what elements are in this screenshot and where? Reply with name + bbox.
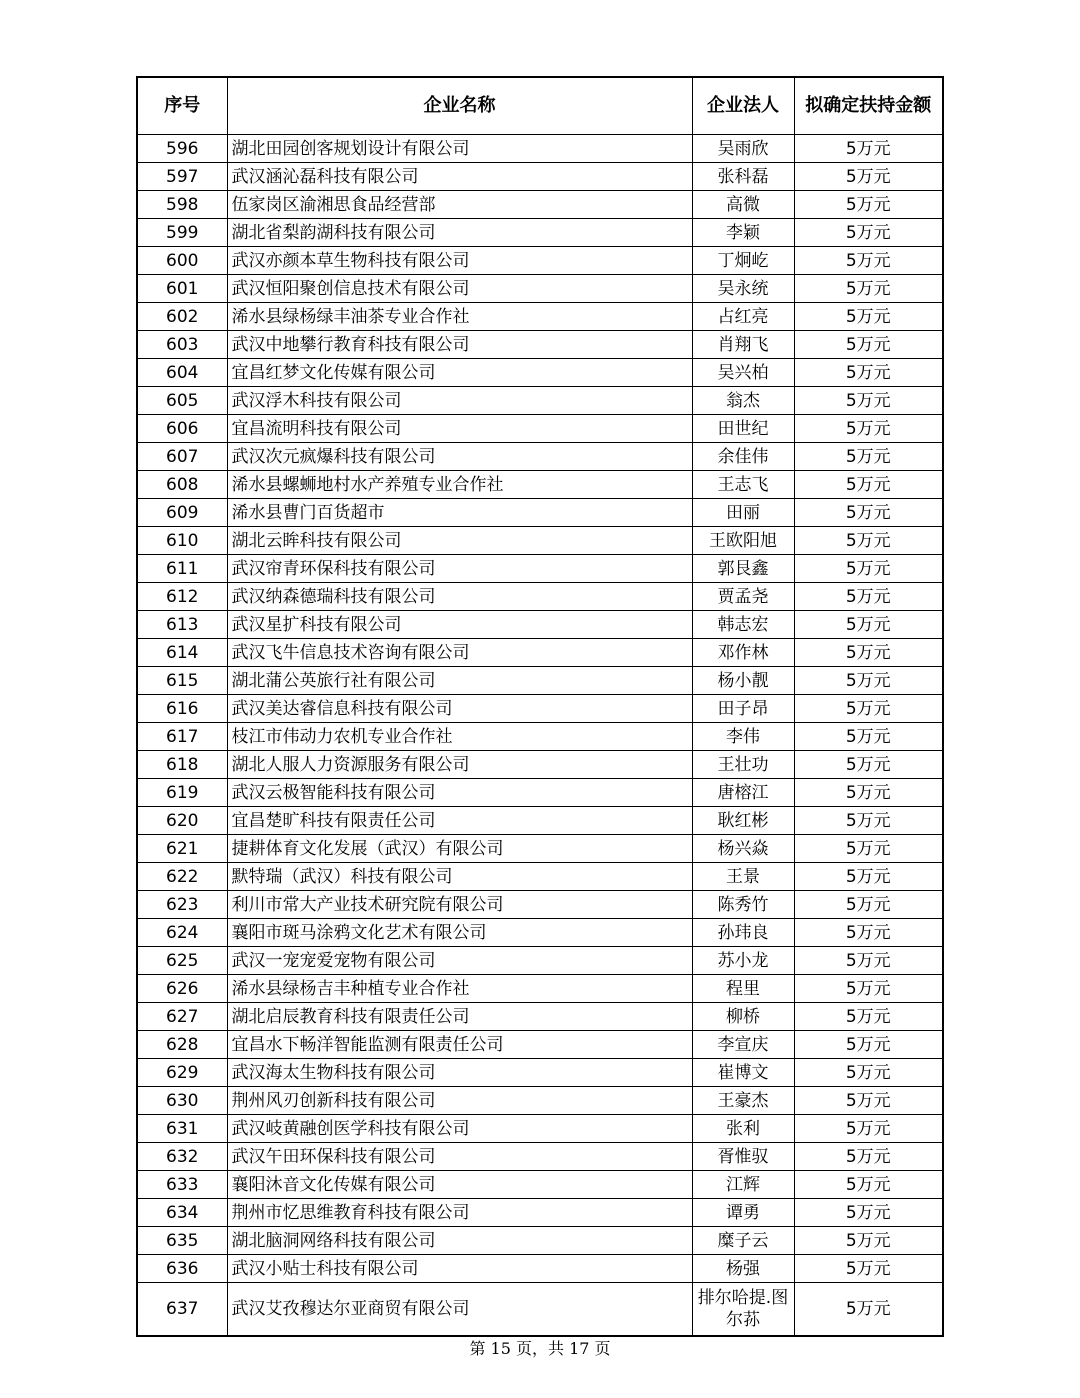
serial-cell: 619 (137, 779, 227, 807)
legal-person-cell: 占红亮 (692, 303, 794, 331)
legal-person-cell: 吴永统 (692, 275, 794, 303)
support-amount-cell: 5万元 (794, 1255, 943, 1283)
company-name-cell: 武汉帘青环保科技有限公司 (227, 555, 692, 583)
serial-cell: 611 (137, 555, 227, 583)
serial-cell: 609 (137, 499, 227, 527)
support-amount-cell: 5万元 (794, 247, 943, 275)
legal-person-cell: 王豪杰 (692, 1087, 794, 1115)
table-row (137, 1059, 943, 1087)
serial-cell: 613 (137, 611, 227, 639)
company-name-cell: 武汉涵沁磊科技有限公司 (227, 163, 692, 191)
legal-person-cell: 王志飞 (692, 471, 794, 499)
header-serial: 序号 (137, 77, 227, 135)
table-row (137, 219, 943, 247)
company-name-cell: 湖北脑洞网络科技有限公司 (227, 1227, 692, 1255)
header-company-name: 企业名称 (227, 77, 692, 135)
support-amount-cell: 5万元 (794, 1031, 943, 1059)
legal-person-cell: 程里 (692, 975, 794, 1003)
company-name-cell: 武汉亦颜本草生物科技有限公司 (227, 247, 692, 275)
legal-person-cell: 高微 (692, 191, 794, 219)
legal-person-cell: 李宣庆 (692, 1031, 794, 1059)
support-amount-cell: 5万元 (794, 1143, 943, 1171)
serial-cell: 637 (137, 1283, 227, 1337)
company-name-cell: 湖北人服人力资源服务有限公司 (227, 751, 692, 779)
company-name-cell: 武汉小贴士科技有限公司 (227, 1255, 692, 1283)
company-name-cell: 湖北启辰教育科技有限责任公司 (227, 1003, 692, 1031)
table-row (137, 1003, 943, 1031)
company-name-cell: 武汉中地攀行教育科技有限公司 (227, 331, 692, 359)
table-row (137, 1115, 943, 1143)
support-amount-cell: 5万元 (794, 1283, 943, 1337)
table-row (137, 779, 943, 807)
support-amount-cell: 5万元 (794, 499, 943, 527)
serial-cell: 597 (137, 163, 227, 191)
support-amount-cell: 5万元 (794, 1115, 943, 1143)
serial-cell: 603 (137, 331, 227, 359)
serial-cell: 610 (137, 527, 227, 555)
table-row (137, 1283, 943, 1337)
legal-person-cell: 耿红彬 (692, 807, 794, 835)
table-row (137, 499, 943, 527)
table-row (137, 975, 943, 1003)
company-name-cell: 默特瑞（武汉）科技有限公司 (227, 863, 692, 891)
legal-person-cell: 柳桥 (692, 1003, 794, 1031)
table-row (137, 135, 943, 163)
legal-person-cell: 李颖 (692, 219, 794, 247)
company-name-cell: 浠水县曹门百货超市 (227, 499, 692, 527)
company-name-cell: 武汉午田环保科技有限公司 (227, 1143, 692, 1171)
serial-cell: 598 (137, 191, 227, 219)
legal-person-cell: 唐榕江 (692, 779, 794, 807)
legal-person-cell: 糜子云 (692, 1227, 794, 1255)
company-name-cell: 武汉纳森德瑞科技有限公司 (227, 583, 692, 611)
table-row (137, 639, 943, 667)
support-amount-cell: 5万元 (794, 835, 943, 863)
support-list-table (136, 76, 944, 1337)
legal-person-cell: 郭艮鑫 (692, 555, 794, 583)
legal-person-cell: 余佳伟 (692, 443, 794, 471)
table-row (137, 667, 943, 695)
legal-person-cell: 邓作林 (692, 639, 794, 667)
serial-cell: 627 (137, 1003, 227, 1031)
support-amount-cell: 5万元 (794, 191, 943, 219)
legal-person-cell: 吴雨欣 (692, 135, 794, 163)
support-amount-cell: 5万元 (794, 135, 943, 163)
header-legal-person: 企业法人 (692, 77, 794, 135)
support-amount-cell: 5万元 (794, 219, 943, 247)
serial-cell: 632 (137, 1143, 227, 1171)
company-name-cell: 湖北蒲公英旅行社有限公司 (227, 667, 692, 695)
support-amount-cell: 5万元 (794, 387, 943, 415)
page-footer: 第 15 页，共 17 页 (469, 1339, 611, 1358)
company-name-cell: 武汉星扩科技有限公司 (227, 611, 692, 639)
company-name-cell: 武汉艾孜穆达尔亚商贸有限公司 (227, 1283, 692, 1337)
table-row (137, 1171, 943, 1199)
table-row (137, 275, 943, 303)
company-name-cell: 武汉岐黄融创医学科技有限公司 (227, 1115, 692, 1143)
company-name-cell: 浠水县螺蛳地村水产养殖专业合作社 (227, 471, 692, 499)
table-row (137, 1227, 943, 1255)
table-row (137, 695, 943, 723)
serial-cell: 617 (137, 723, 227, 751)
support-amount-cell: 5万元 (794, 611, 943, 639)
serial-cell: 631 (137, 1115, 227, 1143)
table-row (137, 891, 943, 919)
table-row (137, 303, 943, 331)
header-support-amount: 拟确定扶持金额 (794, 77, 943, 135)
serial-cell: 623 (137, 891, 227, 919)
company-name-cell: 枝江市伟动力农机专业合作社 (227, 723, 692, 751)
support-amount-cell: 5万元 (794, 331, 943, 359)
support-amount-cell: 5万元 (794, 527, 943, 555)
legal-person-cell: 张科磊 (692, 163, 794, 191)
company-name-cell: 荆州市忆思维教育科技有限公司 (227, 1199, 692, 1227)
serial-cell: 624 (137, 919, 227, 947)
table-row (137, 1087, 943, 1115)
table-row (137, 723, 943, 751)
table-row (137, 387, 943, 415)
support-amount-cell: 5万元 (794, 1171, 943, 1199)
table-row (137, 863, 943, 891)
company-name-cell: 湖北云眸科技有限公司 (227, 527, 692, 555)
legal-person-cell: 杨强 (692, 1255, 794, 1283)
table-row (137, 1143, 943, 1171)
serial-cell: 607 (137, 443, 227, 471)
company-name-cell: 武汉海太生物科技有限公司 (227, 1059, 692, 1087)
table-row (137, 611, 943, 639)
serial-cell: 605 (137, 387, 227, 415)
company-name-cell: 伍家岗区渝湘思食品经营部 (227, 191, 692, 219)
support-amount-cell: 5万元 (794, 303, 943, 331)
legal-person-cell: 王壮功 (692, 751, 794, 779)
serial-cell: 630 (137, 1087, 227, 1115)
legal-person-cell: 胥惟驭 (692, 1143, 794, 1171)
table-row (137, 555, 943, 583)
table-row (137, 527, 943, 555)
serial-cell: 633 (137, 1171, 227, 1199)
legal-person-cell: 贾孟尧 (692, 583, 794, 611)
support-amount-cell: 5万元 (794, 1087, 943, 1115)
serial-cell: 601 (137, 275, 227, 303)
table-row (137, 751, 943, 779)
company-name-cell: 浠水县绿杨吉丰种植专业合作社 (227, 975, 692, 1003)
support-amount-cell: 5万元 (794, 807, 943, 835)
serial-cell: 602 (137, 303, 227, 331)
support-amount-cell: 5万元 (794, 1227, 943, 1255)
legal-person-cell: 杨兴焱 (692, 835, 794, 863)
legal-person-cell: 翁杰 (692, 387, 794, 415)
company-name-cell: 宜昌楚旷科技有限责任公司 (227, 807, 692, 835)
company-name-cell: 武汉云极智能科技有限公司 (227, 779, 692, 807)
serial-cell: 608 (137, 471, 227, 499)
legal-person-cell: 田世纪 (692, 415, 794, 443)
support-amount-cell: 5万元 (794, 359, 943, 387)
support-amount-cell: 5万元 (794, 919, 943, 947)
serial-cell: 629 (137, 1059, 227, 1087)
table-row (137, 1255, 943, 1283)
legal-person-cell: 陈秀竹 (692, 891, 794, 919)
support-amount-cell: 5万元 (794, 947, 943, 975)
table-row (137, 359, 943, 387)
serial-cell: 622 (137, 863, 227, 891)
company-name-cell: 武汉恒阳聚创信息技术有限公司 (227, 275, 692, 303)
legal-person-cell: 田子昂 (692, 695, 794, 723)
serial-cell: 620 (137, 807, 227, 835)
company-name-cell: 荆州风刃创新科技有限公司 (227, 1087, 692, 1115)
support-amount-cell: 5万元 (794, 443, 943, 471)
legal-person-cell: 田丽 (692, 499, 794, 527)
support-amount-cell: 5万元 (794, 639, 943, 667)
table-row (137, 807, 943, 835)
support-amount-cell: 5万元 (794, 555, 943, 583)
table-row (137, 1199, 943, 1227)
company-name-cell: 宜昌水下畅洋智能监测有限责任公司 (227, 1031, 692, 1059)
table-row (137, 331, 943, 359)
support-amount-cell: 5万元 (794, 891, 943, 919)
support-amount-cell: 5万元 (794, 863, 943, 891)
legal-person-cell: 李伟 (692, 723, 794, 751)
support-amount-cell: 5万元 (794, 583, 943, 611)
company-name-cell: 浠水县绿杨绿丰油茶专业合作社 (227, 303, 692, 331)
company-name-cell: 襄阳市斑马涂鸦文化艺术有限公司 (227, 919, 692, 947)
serial-cell: 606 (137, 415, 227, 443)
support-amount-cell: 5万元 (794, 723, 943, 751)
legal-person-cell: 排尔哈提.图尔荪 (692, 1283, 794, 1337)
serial-cell: 618 (137, 751, 227, 779)
legal-person-cell: 吴兴柏 (692, 359, 794, 387)
support-amount-cell: 5万元 (794, 975, 943, 1003)
company-name-cell: 宜昌红梦文化传媒有限公司 (227, 359, 692, 387)
serial-cell: 600 (137, 247, 227, 275)
support-amount-cell: 5万元 (794, 667, 943, 695)
serial-cell: 604 (137, 359, 227, 387)
serial-cell: 615 (137, 667, 227, 695)
company-name-cell: 捷耕体育文化发展（武汉）有限公司 (227, 835, 692, 863)
support-amount-cell: 5万元 (794, 275, 943, 303)
company-name-cell: 湖北田园创客规划设计有限公司 (227, 135, 692, 163)
serial-cell: 612 (137, 583, 227, 611)
serial-cell: 636 (137, 1255, 227, 1283)
company-name-cell: 宜昌流明科技有限公司 (227, 415, 692, 443)
legal-person-cell: 杨小靓 (692, 667, 794, 695)
serial-cell: 635 (137, 1227, 227, 1255)
table-row (137, 443, 943, 471)
table-row (137, 919, 943, 947)
serial-cell: 599 (137, 219, 227, 247)
legal-person-cell: 崔博文 (692, 1059, 794, 1087)
legal-person-cell: 丁炯屹 (692, 247, 794, 275)
support-amount-cell: 5万元 (794, 163, 943, 191)
support-amount-cell: 5万元 (794, 415, 943, 443)
company-name-cell: 武汉一宠宠爱宠物有限公司 (227, 947, 692, 975)
table-row (137, 835, 943, 863)
serial-cell: 634 (137, 1199, 227, 1227)
support-amount-cell: 5万元 (794, 1003, 943, 1031)
serial-cell: 626 (137, 975, 227, 1003)
serial-cell: 625 (137, 947, 227, 975)
serial-cell: 628 (137, 1031, 227, 1059)
serial-cell: 614 (137, 639, 227, 667)
support-amount-cell: 5万元 (794, 471, 943, 499)
company-name-cell: 武汉次元疯爆科技有限公司 (227, 443, 692, 471)
table-row (137, 947, 943, 975)
table-row (137, 191, 943, 219)
header-row (137, 77, 943, 135)
company-name-cell: 武汉飞牛信息技术咨询有限公司 (227, 639, 692, 667)
support-amount-cell: 5万元 (794, 779, 943, 807)
legal-person-cell: 王欧阳旭 (692, 527, 794, 555)
legal-person-cell: 张利 (692, 1115, 794, 1143)
company-name-cell: 利川市常大产业技术研究院有限公司 (227, 891, 692, 919)
legal-person-cell: 王景 (692, 863, 794, 891)
table-row (137, 163, 943, 191)
legal-person-cell: 江辉 (692, 1171, 794, 1199)
support-amount-cell: 5万元 (794, 751, 943, 779)
company-name-cell: 武汉浮木科技有限公司 (227, 387, 692, 415)
company-name-cell: 襄阳沐音文化传媒有限公司 (227, 1171, 692, 1199)
serial-cell: 616 (137, 695, 227, 723)
table-row (137, 247, 943, 275)
company-name-cell: 武汉美达睿信息科技有限公司 (227, 695, 692, 723)
table-row (137, 415, 943, 443)
legal-person-cell: 韩志宏 (692, 611, 794, 639)
serial-cell: 621 (137, 835, 227, 863)
company-name-cell: 湖北省梨韵湖科技有限公司 (227, 219, 692, 247)
legal-person-cell: 肖翔飞 (692, 331, 794, 359)
serial-cell: 596 (137, 135, 227, 163)
support-amount-cell: 5万元 (794, 1199, 943, 1227)
legal-person-cell: 孙玮良 (692, 919, 794, 947)
table-row (137, 583, 943, 611)
table-row (137, 471, 943, 499)
support-amount-cell: 5万元 (794, 695, 943, 723)
legal-person-cell: 谭勇 (692, 1199, 794, 1227)
legal-person-cell: 苏小龙 (692, 947, 794, 975)
support-amount-cell: 5万元 (794, 1059, 943, 1087)
table-row (137, 1031, 943, 1059)
